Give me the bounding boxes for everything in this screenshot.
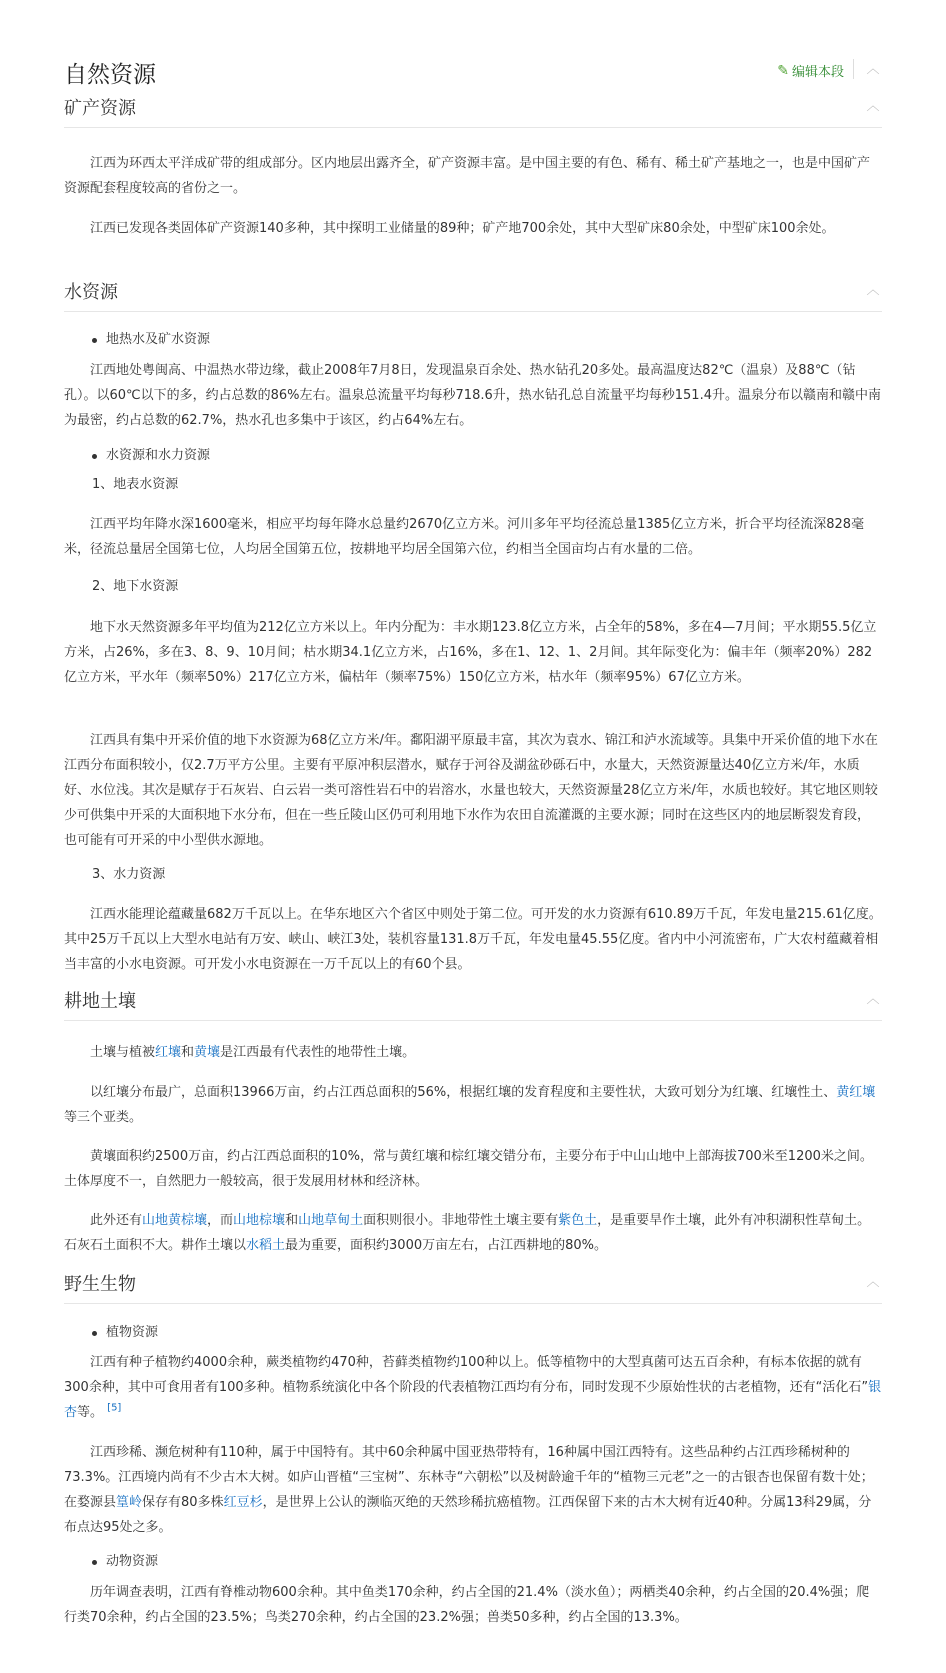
paragraph: 黄壤面积约2500万亩，约占江西总面积的10%，常与黄红壤和棕红壤交错分布，主要分布于中山山地中上部海拔700米至1200米之间。土体厚度不一，自然肥力一般较高，很于发展用材林和经济林。 [64, 1149, 873, 1189]
section-header-water [64, 274, 882, 312]
link-hongdoushan[interactable]: 红豆杉 [223, 1495, 263, 1510]
text: ，是世界上公认的濒临灭绝的天然珍稀抗癌植物。江西保留下来的古木大树有近40种。分属13科29属，分布点达95处之多。 [64, 1495, 872, 1535]
text: 和 [285, 1213, 299, 1228]
paragraph: 江西平均年降水深1600毫米，相应平均每年降水总量约2670亿立方米。河川多年平均径流总量1385亿立方米，折合平均径流深828毫米，径流总量居全国第七位，人均居全国第五位，按耕地平均居全国第六位，约相当全国亩均占有水量的二倍。 [64, 517, 865, 557]
text: 最为重要，面积约3000万亩左右，占江西耕地的80%。 [285, 1238, 608, 1253]
text: 土壤与植被 [90, 1045, 156, 1060]
pencil-icon: ✎ [777, 62, 789, 79]
section-header-mineral [64, 90, 882, 128]
text: 此外还有 [90, 1213, 143, 1228]
paragraph [64, 1080, 882, 1130]
paragraph: 地下水天然资源多年平均值为212亿立方米以上。年内分配为：丰水期123.8亿立方米，占全年的58%，多在4—7月间；平水期55.5亿立方米，占26%，多在3、8、9、10月间；枯水期34.1亿立方米，占16%，多在1、12、1、2月间。其年际变化为：偏丰年（频率20%）282亿立方米，平水年（频率50%）217亿立方米，偏枯年（频率75%）150亿立方米，枯水年（频率95%）67亿立方米。 [64, 620, 877, 685]
bullet-item: 植物资源 [106, 1323, 158, 1343]
link-shandi-zongrang[interactable]: 山地棕壤 [233, 1213, 286, 1228]
paragraph: 历年调查表明，江西有脊椎动物600余种。其中鱼类170余种，约占全国的21.4%（淡水鱼）；两栖类40余种，约占全国的20.4%强；爬行类70余种，约占全国的23.5%；鸟类270余种，约占全国的23.2%强；兽类50多种，约占全国的13.3%。 [64, 1585, 870, 1625]
link-shandi-caodiantu[interactable]: 山地草甸土 [298, 1213, 364, 1228]
paragraph: 江西具有集中开采价值的地下水资源为68亿立方米/年。鄱阳湖平原最丰富，其次为袁水、锦江和泸水流域等。具集中开采价值的地下水在江西分布面积较小，仅2.7万平方公里。主要有平原冲积层潜水，赋存于河谷及湖盆砂砾石中，水量大，天然资源量达40亿立方米/年，水质好、水位浅。其次是赋存于石灰岩、白云岩一类可溶性岩石中的岩溶水，水量也较大，天然资源量28亿立方米/年，水质也较好。其它地区则较少可供集中开采的大面积地下水分布，但在一些丘陵山区仍可利用地下水作为农田自流灌溉的主要水源；同时在这些区内的地层断裂发育段，也可能有可开采的中小型供水源地。 [64, 733, 878, 848]
text: 江西有种子植物约4000余种，蕨类植物约470种，苔藓类植物约100种以上。低等植物中的大型真菌可达五百余种，有标本依据的就有300余种，其中可食用者有100多种。植物系统演化中各个阶段的代表植物江西均有分布，同时发现不少原始性状的古老植物，还有“活化石” [64, 1355, 869, 1395]
paragraph: 江西为环西太平洋成矿带的组成部分。区内地层出露齐全，矿产资源丰富。是中国主要的有色、稀有、稀土矿产基地之一，也是中国矿产资源配套程度较高的省份之一。 [64, 156, 871, 196]
reference-link[interactable]: [5] [107, 1402, 122, 1414]
text: 保存有80多株 [142, 1495, 224, 1510]
collapse-chevron-icon[interactable]: ︿ [866, 992, 880, 1007]
paragraph [64, 1440, 882, 1540]
section-header-wildlife [64, 1266, 882, 1304]
section-header-soil [64, 983, 882, 1021]
link-huanghongrang[interactable]: 黄红壤 [836, 1085, 876, 1100]
link-hongrang[interactable]: 红壤 [155, 1045, 182, 1060]
text: 等三个亚类。 [64, 1110, 143, 1125]
subheading: 2、地下水资源 [92, 579, 179, 594]
paragraph [64, 1350, 882, 1425]
text: 等。 [77, 1405, 104, 1420]
section-title-water: 水资源 [64, 282, 118, 303]
paragraph [64, 1208, 882, 1258]
collapse-chevron-icon[interactable]: ︿ [866, 1275, 880, 1290]
paragraph: 江西水能理论蕴藏量682万千瓦以上。在华东地区六个省区中则处于第二位。可开发的水力资源有610.89万千瓦，年发电量215.61亿度。其中25万千瓦以上大型水电站有万安、峡山、峡江3处，装机容量131.8万千瓦，年发电量45.55亿度。省内中小河流密布，广大农村蕴藏着相当丰富的小水电资源。可开发小水电资源在一万千瓦以上的有60个县。 [64, 907, 882, 972]
text: ，而 [207, 1213, 234, 1228]
paragraph: 江西地处粤闽高、中温热水带边缘，截止2008年7月8日，发现温泉百余处、热水钻孔20多处。最高温度达82℃（温泉）及88℃（钻孔）。以60℃以下的多，约占总数的86%左右。温泉总流量平均每秒718.6升，热水钻孔总自流量平均每秒151.4升。温泉分布以赣南和赣中南为最密，约占总数的62.7%，热水孔也多集中于该区，约占64%左右。 [64, 363, 881, 428]
main-section-header [64, 52, 882, 88]
text: 以红壤分布最广，总面积13966万亩，约占江西总面积的56%，根据红壤的发育程度和主要性状，大致可划分为红壤、红壤性土、 [90, 1085, 837, 1100]
bullet-item: 地热水及矿水资源 [106, 330, 210, 350]
collapse-chevron-icon[interactable]: ︿ [866, 283, 880, 298]
bullet-item: 动物资源 [106, 1552, 158, 1572]
text: 是江西最有代表性的地带性土壤。 [220, 1045, 416, 1060]
page-title: 自然资源 [64, 62, 156, 88]
section-title-soil: 耕地土壤 [64, 991, 136, 1012]
link-yinxing[interactable]: 银杏 [64, 1380, 882, 1420]
subheading: 3、水力资源 [92, 867, 166, 882]
text: 江西珍稀、濒危树种有110种，属于中国特有。其中60余种属中国亚热带特有，16种属中国江西特有。这些品种约占江西珍稀树种的73.3%。江西境内尚有不少古木大树。如庐山晋植“三宝树”、东林寺“六朝松”以及树龄逾千年的“植物三元老”之一的古银杏也保留有数十处；在婺源县 [64, 1445, 874, 1510]
header-divider [853, 59, 854, 79]
edit-section-label: 编辑本段 [791, 65, 844, 80]
text: ，是重要旱作土壤，此外有冲积湖积性草甸土。石灰石土面积不大。耕作土壤以 [64, 1213, 871, 1253]
link-shandi-huangzongrang[interactable]: 山地黄棕壤 [142, 1213, 208, 1228]
edit-section-button[interactable] [777, 61, 844, 80]
paragraph [64, 1040, 882, 1065]
section-title-mineral: 矿产资源 [64, 98, 136, 119]
link-shuidaotu[interactable]: 水稻土 [246, 1238, 286, 1253]
bullet-item: 水资源和水力资源 [106, 446, 210, 466]
text: 和 [181, 1045, 195, 1060]
collapse-chevron-icon[interactable]: ︿ [866, 62, 880, 77]
link-huangling[interactable]: 篁岭 [116, 1495, 143, 1510]
paragraph: 江西已发现各类固体矿产资源140多种，其中探明工业储量的89种；矿产地700余处，其中大型矿床80余处，中型矿床100余处。 [90, 221, 835, 236]
subheading: 1、地表水资源 [92, 477, 179, 492]
link-huangrang[interactable]: 黄壤 [194, 1045, 221, 1060]
link-zisetu[interactable]: 紫色土 [558, 1213, 598, 1228]
text: 面积则很小。非地带性土壤主要有 [363, 1213, 559, 1228]
section-title-wildlife: 野生生物 [64, 1274, 136, 1295]
collapse-chevron-icon[interactable]: ︿ [866, 99, 880, 114]
